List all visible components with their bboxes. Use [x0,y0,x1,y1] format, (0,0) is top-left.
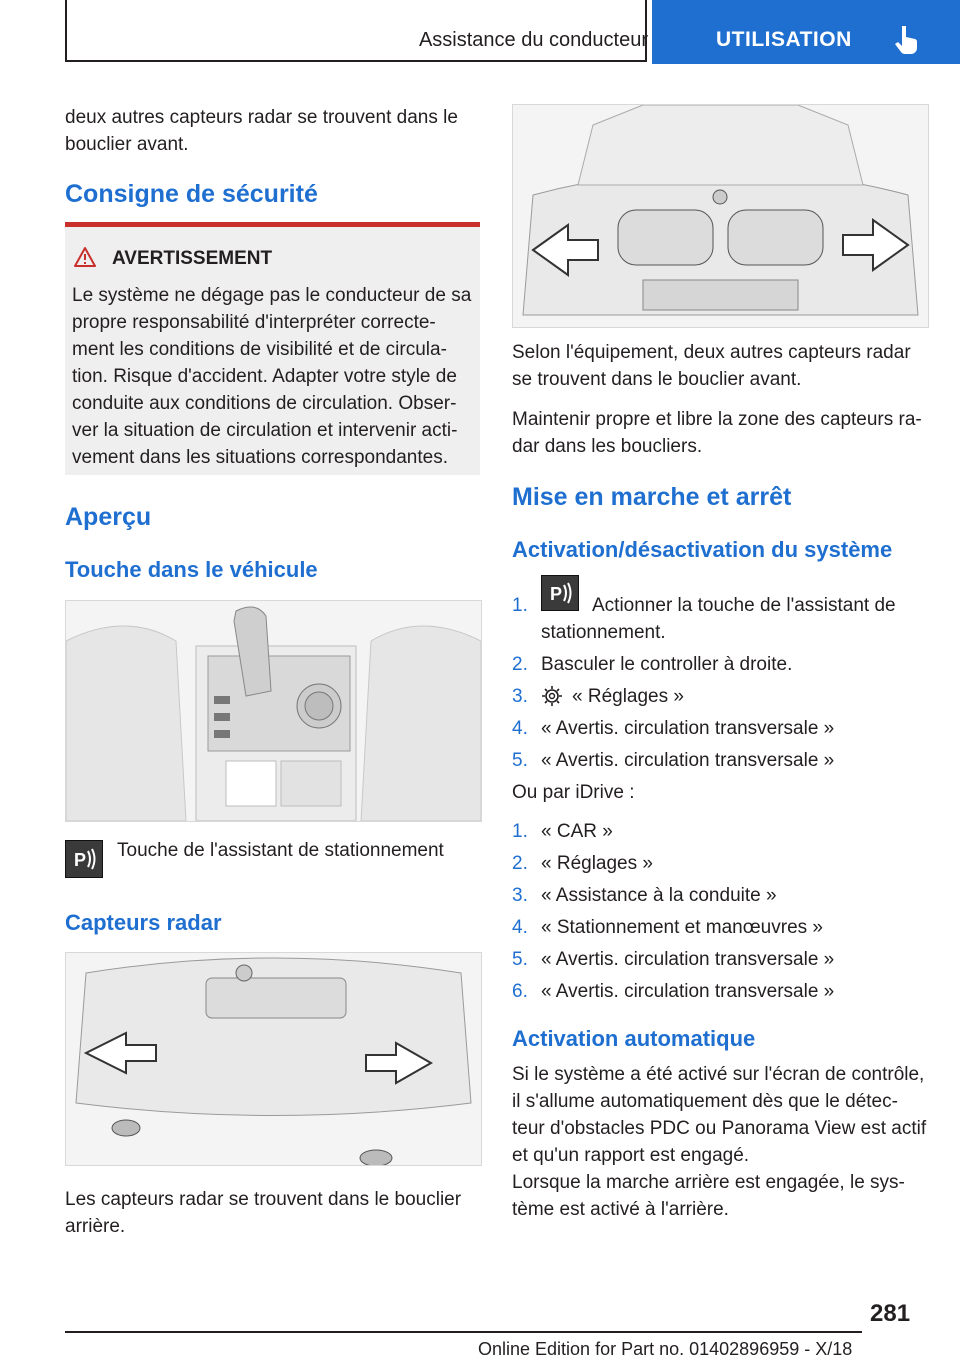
warning-title: AVERTISSEMENT [112,248,273,269]
idrive-step-number: 2. [512,853,528,874]
front-bumper-illustration [512,104,929,328]
idrive-step-text: « Avertis. circulation transversale » [541,981,835,1002]
step-number: 3. [512,686,528,707]
reverse-line: tème est activé à l'arrière. [512,1199,729,1220]
idrive-intro: Ou par iDrive : [512,782,635,803]
idrive-step-text: « CAR » [541,821,613,842]
rear-caption-line-1: Les capteurs radar se trouvent dans le bouclier [65,1189,462,1210]
idrive-step-text: « Avertis. circulation transversale » [541,949,835,970]
step-text: stationnement. [541,622,666,643]
step-number: 2. [512,654,528,675]
step-text: « Avertis. circulation transversale » [541,750,835,771]
warning-line: tion. Risque d'accident. Adapter votre style de [72,366,457,387]
step-number: 4. [512,718,528,739]
button-caption: Touche de l'assistant de stationnement [117,840,444,861]
onoff-heading: Mise en marche et arrêt [512,483,792,511]
svg-text:P: P [74,850,87,870]
activation-heading: Activation/désactivation du système [512,537,893,562]
intro-line-2: bouclier avant. [65,134,189,155]
page-number: 281 [870,1300,911,1327]
idrive-step-number: 6. [512,981,528,1002]
idrive-step-text: « Stationnement et manœuvres » [541,917,823,938]
auto-line: Si le système a été activé sur l'écran de contrôle, [512,1064,925,1085]
button-heading: Touche dans le véhicule [65,557,318,582]
svg-text:P: P [550,584,563,604]
idrive-step-text: « Assistance à la conduite » [541,885,777,906]
edition-note: Online Edition for Part no. 01402896959 - X/18 [478,1339,853,1359]
step-number: 5. [512,750,528,771]
warning-line: ment les conditions de visibilité et de circula- [72,339,447,360]
warning-line: vement dans les situations correspondantes. [72,447,448,468]
warning-line: conduite aux conditions de circulation. Obser- [72,393,457,414]
safety-heading: Consigne de sécurité [65,180,318,208]
step-text: « Avertis. circulation transversale » [541,718,835,739]
section-title: UTILISATION [716,28,852,51]
step-text: Actionner la touche de l'assistant de [592,595,896,616]
maintain-line-1: Maintenir propre et libre la zone des capteurs ra- [512,409,922,430]
idrive-step-number: 5. [512,949,528,970]
idrive-step-number: 1. [512,821,528,842]
reverse-line: Lorsque la marche arrière est engagée, le sys- [512,1172,905,1193]
auto-line: et qu'un rapport est engagé. [512,1145,750,1166]
pointing-hand-icon [893,24,921,54]
step-text: Basculer le controller à droite. [541,654,793,675]
radar-heading: Capteurs radar [65,910,222,935]
warning-line: ver la situation de circulation et intervenir acti- [72,420,458,441]
idrive-step-number: 3. [512,885,528,906]
warning-triangle-icon [73,246,97,268]
parking-assistant-button-icon [65,840,103,878]
auto-line: teur d'obstacles PDC ou Panorama View est actif [512,1118,927,1139]
idrive-step-number: 4. [512,917,528,938]
rear-caption-line-2: arrière. [65,1216,126,1237]
gear-icon [541,685,563,707]
auto-line: il s'allume automatiquement dès que le détec- [512,1091,898,1112]
warning-line: propre responsabilité d'interpréter correcte- [72,312,436,333]
footer-rule [65,1331,862,1333]
step-text: « Réglages » [572,686,684,707]
idrive-step-text: « Réglages » [541,853,653,874]
intro-line-1: deux autres capteurs radar se trouvent dans le [65,107,458,128]
step-number: 1. [512,595,528,616]
console-illustration [65,600,482,822]
rear-bumper-illustration [65,952,482,1166]
front-caption-line-2: se trouvent dans le bouclier avant. [512,369,802,390]
maintain-line-2: dar dans les boucliers. [512,436,703,457]
chapter-title: Assistance du conducteur [418,29,648,51]
parking-assistant-button-icon [541,575,579,611]
warning-line: Le système ne dégage pas le conducteur de sa [72,285,472,306]
auto-heading: Activation automatique [512,1026,756,1051]
overview-heading: Aperçu [65,503,152,531]
front-caption-line-1: Selon l'équipement, deux autres capteurs radar [512,342,911,363]
